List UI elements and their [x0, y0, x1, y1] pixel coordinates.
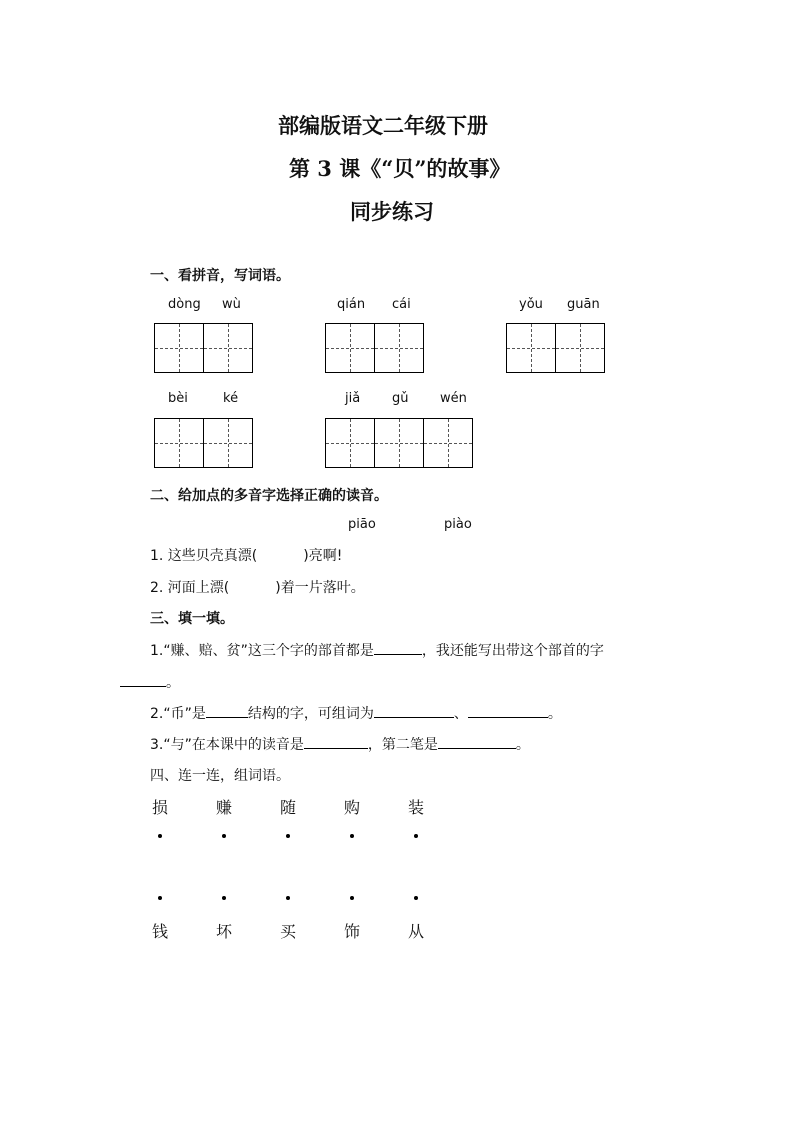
- match-char-bottom: 钱: [152, 922, 169, 941]
- answer-blank[interactable]: [304, 734, 368, 749]
- pinyin: wén: [440, 391, 467, 406]
- pinyin: jiǎ: [345, 391, 361, 406]
- writing-grid[interactable]: [506, 323, 605, 373]
- section3-heading: 三、填一填。: [150, 611, 234, 627]
- match-char-top: 购: [344, 798, 361, 817]
- pinyin: bèi: [168, 391, 188, 406]
- match-char-top: 损: [152, 798, 169, 817]
- pinyin: wù: [222, 297, 241, 312]
- match-char-bottom: 从: [408, 922, 425, 941]
- match-dot[interactable]: [222, 834, 226, 838]
- question-line: 2.“币”是 结构的字，可组词为 、 。: [150, 703, 562, 723]
- answer-blank[interactable]: [438, 734, 516, 749]
- pinyin: dòng: [168, 297, 201, 312]
- pinyin: yǒu: [519, 297, 543, 312]
- answer-blank[interactable]: [120, 672, 166, 687]
- answer-blank[interactable]: [374, 640, 422, 655]
- question-line: 3.“与”在本课中的读音是 ，第二笔是 。: [150, 734, 530, 754]
- match-dot[interactable]: [158, 896, 162, 900]
- question-line: 1. 这些贝壳真漂( )亮啊!: [150, 548, 343, 564]
- answer-blank[interactable]: [374, 703, 454, 718]
- answer-blank[interactable]: [468, 703, 548, 718]
- match-dot[interactable]: [286, 896, 290, 900]
- pinyin: gǔ: [392, 391, 409, 406]
- question-line: 1.“赚、赔、贫”这三个字的部首都是 ，我还能写出带这个部首的字: [150, 640, 670, 660]
- pinyin: qián: [337, 297, 366, 312]
- writing-grid[interactable]: [325, 323, 424, 373]
- match-dot[interactable]: [414, 834, 418, 838]
- match-dot[interactable]: [350, 834, 354, 838]
- match-char-top: 装: [408, 798, 425, 817]
- writing-grid[interactable]: [154, 418, 253, 468]
- match-dot[interactable]: [414, 896, 418, 900]
- lesson-title: 第 3 课《“贝”的故事》: [289, 156, 511, 181]
- exercise-title: 同步练习: [350, 199, 434, 224]
- match-dot[interactable]: [350, 896, 354, 900]
- writing-grid[interactable]: [325, 418, 473, 468]
- pinyin-option: piào: [444, 517, 472, 532]
- section1-heading: 一、看拼音，写词语。: [150, 268, 290, 284]
- match-char-top: 随: [280, 798, 297, 817]
- pinyin-option: piāo: [348, 517, 376, 532]
- match-dot[interactable]: [286, 834, 290, 838]
- page-title: 部编版语文二年级下册: [278, 113, 488, 138]
- match-char-top: 赚: [216, 798, 233, 817]
- section4-heading: 四、连一连，组词语。: [150, 768, 290, 784]
- answer-blank[interactable]: [206, 703, 248, 718]
- match-dot[interactable]: [158, 834, 162, 838]
- pinyin: guān: [567, 297, 600, 312]
- match-char-bottom: 坏: [216, 922, 233, 941]
- match-char-bottom: 饰: [344, 922, 361, 941]
- match-dot[interactable]: [222, 896, 226, 900]
- section2-heading: 二、给加点的多音字选择正确的读音。: [150, 488, 388, 504]
- question-line: 2. 河面上漂( )着一片落叶。: [150, 580, 365, 596]
- match-char-bottom: 买: [280, 922, 297, 941]
- question-line: 。: [120, 672, 180, 692]
- writing-grid[interactable]: [154, 323, 253, 373]
- pinyin: cái: [392, 297, 411, 312]
- pinyin: ké: [223, 391, 239, 406]
